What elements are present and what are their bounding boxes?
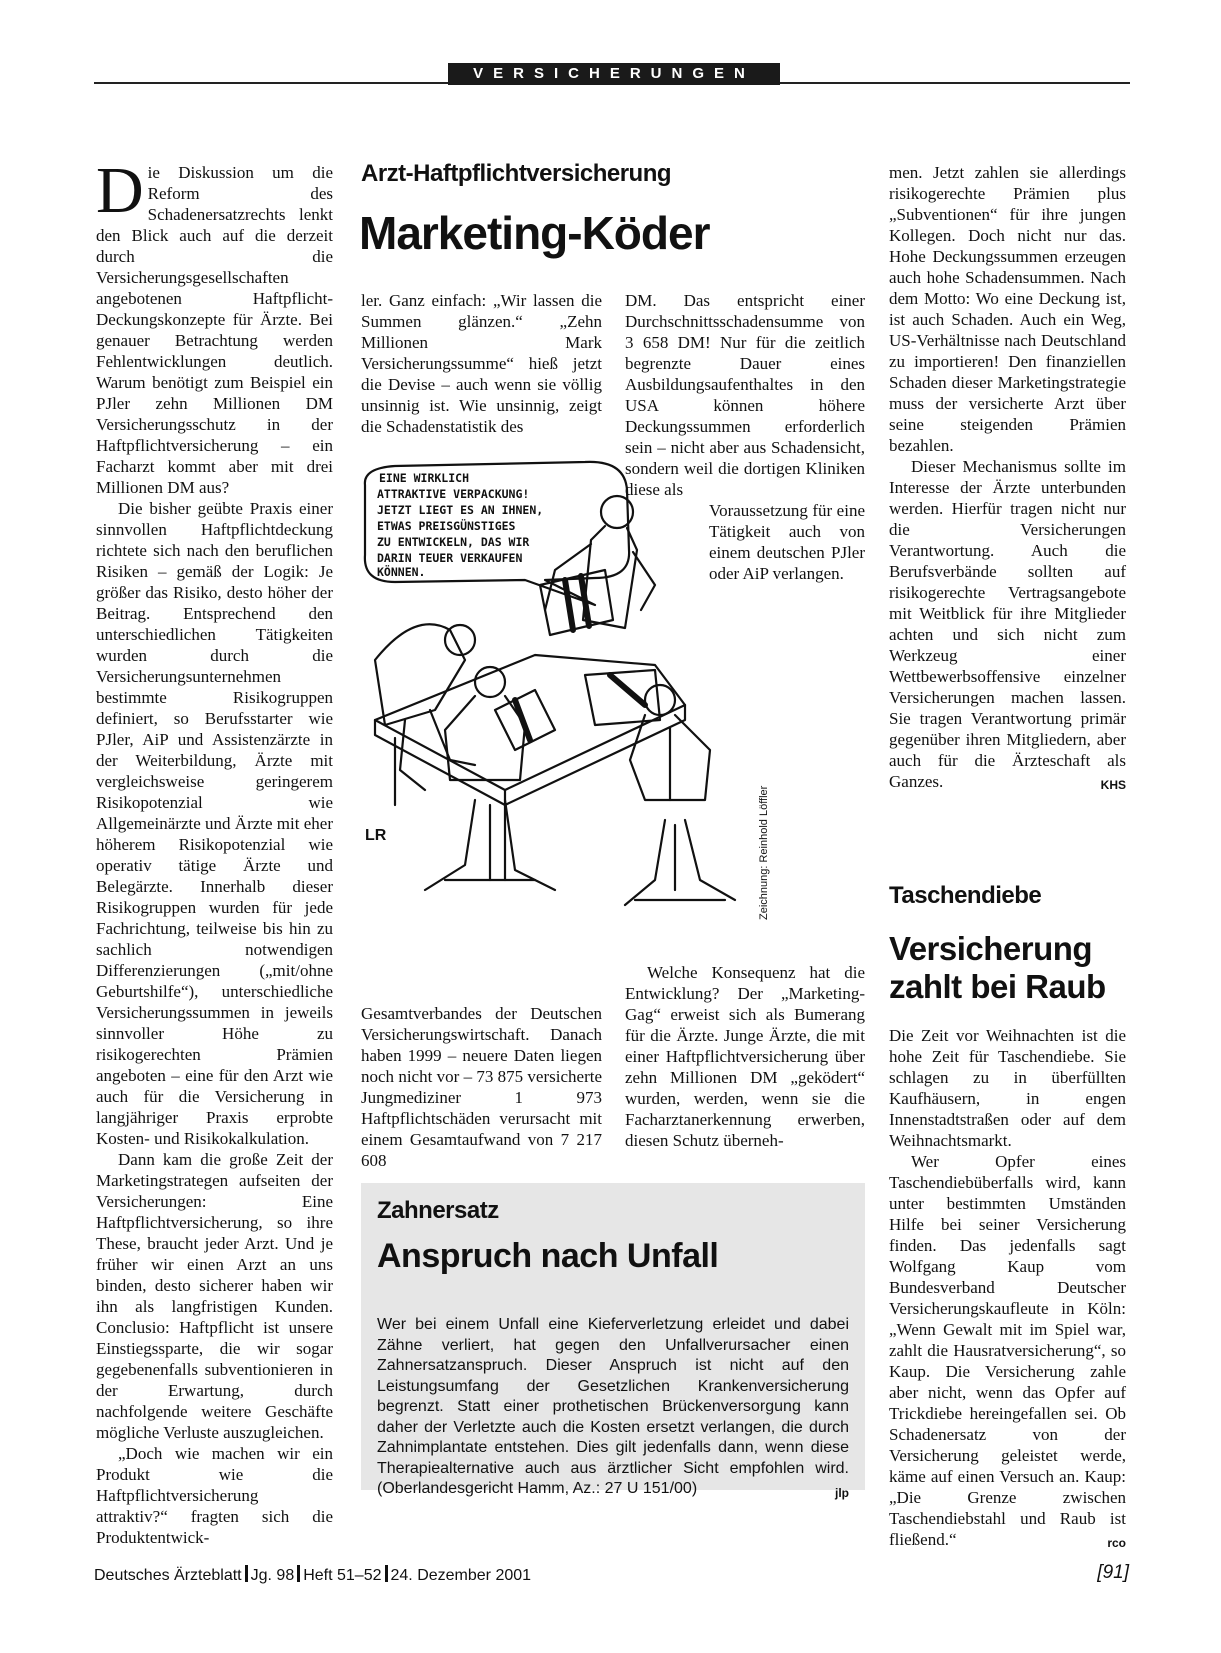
main-article-kicker: Arzt-Haftpflichtversicherung bbox=[361, 160, 672, 187]
paragraph: „Doch wie machen wir ein Produkt wie die Haftpflichtversicherung attraktiv?“ fragten sich die Produktentwick- bbox=[96, 1444, 333, 1547]
speech-line: JETZT LIEGT ES AN IHNEN, bbox=[377, 503, 544, 517]
speech-line: EINE WIRKLICH bbox=[379, 471, 470, 485]
paragraph: Wer Opfer eines Taschendiebüberfalls wird, kann unter bestimmten Umständen Hilfe bei seiner Versicherung finden. Das jedenfalls sagt Wolfgang Kaup vom Bundesverband Deutscher Versicherungskaufleute in Köln: „Wenn Gewalt mit im Spiel war, zahlt die Hausratversicherung“, so Kaup. Die Versicherung zahle aber nicht, wenn das Opfer auf Trickdiebe hereingefallen sei. Ob Schadenersatz von der Versicherung geleistet werde, käme auf einen Versuch an. Kaup: „Die Grenze zwischen Taschendiebstahl und Raub ist fließend.“ rco bbox=[889, 1151, 1126, 1550]
cartoon-credit: Zeichnung: Reinhold Löffler bbox=[758, 785, 770, 920]
paragraph: Dieser Mechanismus sollte im Interesse der Ärzte unterbunden werden. Hierfür tragen nicht nur die Versicherungen Verantwortung. Auch die Berufsverbände sollten auf risikogerechte Vertragsangebote mit Weitblick für ihre Mitglieder achten und sich nicht zum Werkzeug einer Wettbewerbsoffensive einzelner Versicherungen machen lassen. Sie tragen Verantwortung primär gegenüber ihren Mitgliedern, aber auch für die Ärzteschaft als Ganzes. KHS bbox=[889, 456, 1126, 792]
issue-date: 24. Dezember 2001 bbox=[390, 1567, 532, 1584]
signature: KHS bbox=[1100, 778, 1126, 792]
speech-line: ZU ENTWICKELN, DAS WIR bbox=[377, 535, 530, 549]
box-article-body: Wer bei einem Unfall eine Kieferverletzung erleidet und dabei Zähne verliert, hat gegen den Unfallverursacher einen Zahnersatzanspruch. Dieser Anspruch ist nicht auf den Leistungsumfang der Gesetzlichen Krankenversicherung begrenzt. Statt einer prothetischen Brückenversorgung kann daher der Verletzte auch die Kosten ersetzt verlangen, die durch Zahnimplantate entstehen. Dies gilt jedenfalls dann, wenn diese Therapiealternative auch aus ärztlicher Sicht empfohlen wird. (Oberlandesgericht Hamm, Az.: 27 U 151/00) jlp bbox=[377, 1315, 849, 1504]
speech-line: KÖNNEN. bbox=[377, 565, 426, 579]
main-article-col1 bbox=[96, 154, 333, 1548]
seated-man-head bbox=[475, 667, 505, 697]
paragraph: Die Diskussion um die Reform des Schadenersatzrechts lenkt den Blick auch auf die derzeit durch die Versicherungsgesellschaften angebotenen Haftpflicht-Deckungskonzepte für Ärzte. Bei genauer Betrachtung werden Fehlentwicklungen deutlich. Warum benötigt zum Beispiel ein PJler zehn Millionen DM Versicherungsschutz in der Haftpflichtversicherung – ein Facharzt kommt aber mit drei Millionen DM aus? bbox=[96, 154, 333, 497]
paragraph: Dann kam die große Zeit der Marketingstrategen aufseiten der Versicherungen: Eine Haftpflichtversicherung, so ihre These, braucht jeder Arzt. Und je früher wir einen Arzt an uns binden, desto sicherer haben wir ihn als langfristigen Kunden. Conclusio: Haftpflicht ist unsere Einstiegssparte, die wir sogar gegebenenfalls subventionieren in der Erwartung, durch nachfolgende weitere Geschäfte mögliche Verluste auszugleichen. bbox=[96, 1150, 333, 1442]
page-footer bbox=[94, 1565, 531, 1585]
side-article-body bbox=[889, 1025, 1126, 1554]
side-article-kicker: Taschendiebe bbox=[889, 882, 1042, 909]
main-article-title: Marketing-Köder bbox=[359, 207, 710, 259]
speech-line: ATTRAKTIVE VERPACKUNG! bbox=[377, 487, 530, 501]
drop-cap: D bbox=[96, 154, 144, 227]
speech-line: ETWAS PREISGÜNSTIGES bbox=[377, 519, 516, 533]
box-article-title: Anspruch nach Unfall bbox=[377, 1237, 719, 1275]
artist-mark: LR bbox=[365, 827, 387, 844]
journal-name: Deutsches Ärzteblatt bbox=[94, 1567, 242, 1584]
paragraph: men. Jetzt zahlen sie allerdings risikogerechte Prämien plus „Subventionen“ für ihre jungen Kollegen. Doch nicht nur das. Hohe Deckungssummen erzeugen auch hohe Schadensummen. Nach dem Motto: Wo eine Deckung ist, ist auch Schaden. Auch ein Weg, US-Verhältnisse nach Deutschland zu importieren! Den finanziellen Schaden dieser Marketingstrategie muss der versicherte Arzt über seine steigenden Prämien bezahlen. bbox=[889, 163, 1126, 455]
main-article-col2-top: ler. Ganz einfach: „Wir lassen die Summen glänzen.“ „Zehn Millionen Mark Versicherungssumme“ hieß jetzt die Devise – auch wenn sie völlig unsinnig ist. Wie unsinnig, zeigt die Schadenstatistik des bbox=[361, 291, 602, 436]
cartoon-illustration bbox=[355, 460, 825, 950]
main-article-col3-top: DM. Das entspricht einer Durchschnittsschadensumme von 3 658 DM! Nur für die zeitlich begrenzte Dauer eines Ausbildungsaufenthaltes in den USA können höhere Deckungssummen erforderlich sein – nicht aber aus Schadensicht, sondern weil die dortigen Kliniken diese als bbox=[625, 291, 865, 499]
side-article-title: Versicherung zahlt bei Raub bbox=[889, 930, 1106, 1005]
paragraph: Die bisher geübte Praxis einer sinnvollen Haftpflichtdeckung richtete sich nach den beruflichen Risiken – gemäß der Logik: Je größer das Risiko, desto höher der Beitrag. Entsprechend den unterschiedlichen Tätigkeiten wurden durch die Versicherungsunternehmen bestimmte Risikogruppen definiert, so Berufsstarter wie PJler, AiP und Assistenzärzte in der Weiterbildung, Ärzte mit vergleichsweise geringerem Risikopotenzial wie Allgemeinärzte und Ärzte mit eher höherem Risikopotenzial wie operativ tätige Ärzte und Belegärzte. Innerhalb dieser Risikogruppen wurden für jede Fachrichtung, teilweise bis hin zu sachlich notwendigen Differenzierungen („mit/ohne Geburtshilfe“), unterschiedliche Versicherungssummen in jeweils sinnvoller Höhe zu risikogerechten Prämien angeboten – eine für den Arzt wie auch für die Versicherung in langjähriger Praxis erprobte Kosten- und Risikokalkulation. bbox=[96, 499, 333, 1148]
box-article-kicker: Zahnersatz bbox=[377, 1197, 499, 1224]
signature: jlp bbox=[835, 1486, 849, 1500]
main-article-col2-bottom: Gesamtverbandes der Deutschen Versicherungswirtschaft. Danach haben 1999 – neuere Daten liegen noch nicht vor – 73 875 versicherte Jungmediziner 1 973 Haftpflichtschäden verursacht mit einem Gesamtaufwand von 7 217 608 bbox=[361, 1004, 602, 1170]
volume: Jg. 98 bbox=[250, 1567, 295, 1584]
main-article-col3-wrap: Voraussetzung für eine Tätigkeit auch von einem deutschen PJler oder AiP verlangen. bbox=[709, 501, 865, 583]
signature: rco bbox=[1107, 1536, 1126, 1550]
page-number: [91] bbox=[1097, 1562, 1129, 1583]
paragraph: Die Zeit vor Weihnachten ist die hohe Zeit für Taschendiebe. Sie schlagen zu in überfüllten Kaufhäusern, in engen Innenstadtstraßen oder auf dem Weihnachtsmarkt. bbox=[889, 1026, 1126, 1150]
section-rubric: VERSICHERUNGEN bbox=[448, 63, 780, 85]
box-article bbox=[361, 1183, 865, 1500]
main-article-col3-bottom: Welche Konsequenz hat die Entwicklung? Der „Marketing-Gag“ erweist sich als Bumerang für die Ärzte. Junge Ärzte, die mit einer Haftpflichtversicherung über zehn Millionen DM „geködert“ wurden, werden, wenn sie die Facharztanerkennung erwerben, diesen Schutz überneh- bbox=[625, 963, 865, 1150]
issue: Heft 51–52 bbox=[303, 1567, 382, 1584]
speech-line: DARIN TEUER VERKAUFEN bbox=[377, 551, 523, 565]
main-article-col4 bbox=[889, 162, 1126, 796]
